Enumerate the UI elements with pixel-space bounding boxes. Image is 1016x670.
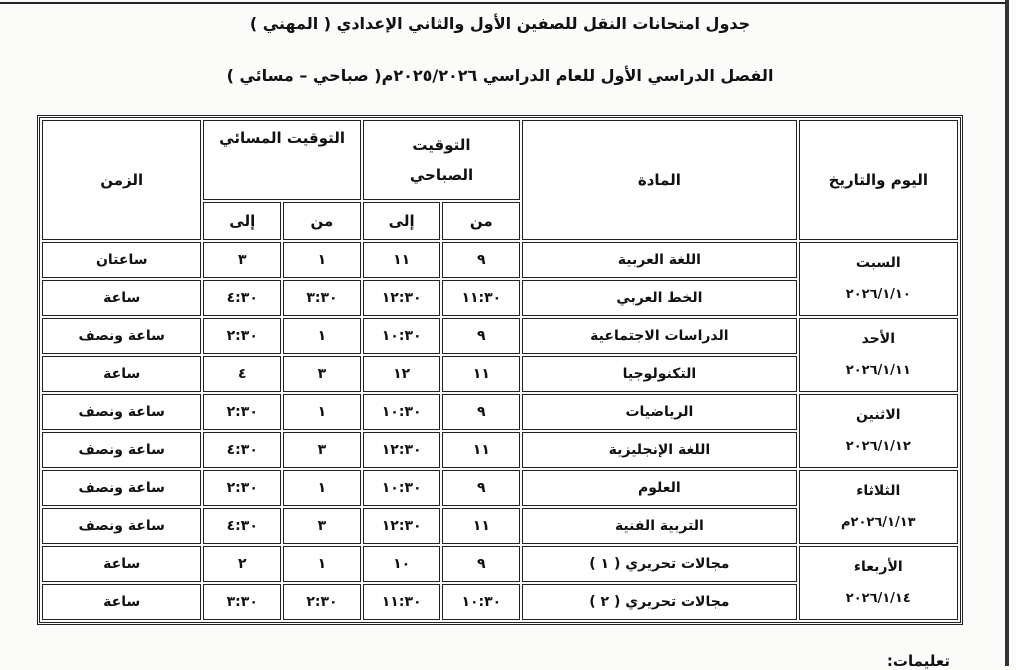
morning-from-cell: ١١ — [442, 508, 520, 544]
duration-cell: ساعتان — [42, 242, 201, 278]
header-duration: الزمن — [42, 120, 201, 240]
header-evening-to: إلى — [203, 202, 281, 240]
exam-schedule-table — [37, 115, 963, 625]
evening-from-cell: ٣ — [283, 432, 361, 468]
subject-cell: اللغة العربية — [522, 242, 796, 278]
day-cell — [799, 242, 958, 316]
duration-cell: ساعة ونصف — [42, 508, 201, 544]
subject-cell: الدراسات الاجتماعية — [522, 318, 796, 354]
morning-from-cell: ٩ — [442, 242, 520, 278]
subject-cell: الرياضيات — [522, 394, 796, 430]
day-date: ٢٠٢٦/١/١٠ — [845, 287, 911, 302]
day-cell — [799, 318, 958, 392]
duration-cell: ساعة — [42, 356, 201, 392]
morning-from-cell: ١٠:٣٠ — [442, 584, 520, 620]
header-evening-from: من — [283, 202, 361, 240]
day-cell — [799, 470, 958, 544]
duration-cell: ساعة ونصف — [42, 394, 201, 430]
subject-cell: مجالات تحريري ( ١ ) — [522, 546, 796, 582]
duration-cell: ساعة ونصف — [42, 470, 201, 506]
header-morning-to: إلى — [363, 202, 441, 240]
morning-from-cell: ١١:٣٠ — [442, 280, 520, 316]
duration-cell: ساعة ونصف — [42, 432, 201, 468]
day-name: السبت — [855, 255, 901, 271]
document-subtitle: الفصل الدراسي الأول للعام الدراسي ٢٠٢٥/٢٠٢٦م( صباحي – مسائي ) — [226, 66, 774, 85]
evening-from-cell: ١ — [283, 242, 361, 278]
morning-from-cell: ١١ — [442, 432, 520, 468]
subject-cell: مجالات تحريري ( ٢ ) — [522, 584, 796, 620]
table-row — [42, 394, 958, 430]
day-name: الأربعاء — [853, 559, 903, 575]
evening-from-cell: ٣:٣٠ — [283, 280, 361, 316]
subject-cell: الخط العربي — [522, 280, 796, 316]
morning-to-cell: ١١ — [363, 242, 441, 278]
subject-cell: العلوم — [522, 470, 796, 506]
evening-from-cell: ١ — [283, 318, 361, 354]
morning-to-cell: ١٢:٣٠ — [363, 508, 441, 544]
morning-to-cell: ١٢:٣٠ — [363, 280, 441, 316]
day-date: ٢٠٢٦/١/١٣م — [841, 515, 916, 530]
morning-from-cell: ٩ — [442, 318, 520, 354]
duration-cell: ساعة ونصف — [42, 318, 201, 354]
table-row — [42, 318, 958, 354]
evening-to-cell: ٢ — [203, 546, 281, 582]
morning-to-cell: ١٢ — [363, 356, 441, 392]
evening-from-cell: ١ — [283, 470, 361, 506]
morning-to-cell: ١٠:٣٠ — [363, 470, 441, 506]
table-row — [42, 470, 958, 506]
duration-cell: ساعة — [42, 280, 201, 316]
day-cell — [799, 546, 958, 620]
header-subject: المادة — [522, 120, 796, 240]
evening-to-cell: ٤:٣٠ — [203, 432, 281, 468]
evening-to-cell: ٤ — [203, 356, 281, 392]
evening-to-cell: ٣ — [203, 242, 281, 278]
page-right-border — [1005, 0, 1009, 666]
morning-to-cell: ١٠:٣٠ — [363, 318, 441, 354]
header-morning-from: من — [442, 202, 520, 240]
morning-to-cell: ١١:٣٠ — [363, 584, 441, 620]
morning-to-cell: ١٠ — [363, 546, 441, 582]
evening-to-cell: ٤:٣٠ — [203, 508, 281, 544]
morning-from-cell: ١١ — [442, 356, 520, 392]
evening-from-cell: ٣ — [283, 356, 361, 392]
page-top-border — [0, 2, 1008, 4]
document-title: جدول امتحانات النقل للصفين الأول والثاني الإعدادي ( المهني ) — [249, 14, 751, 33]
day-date: ٢٠٢٦/١/١٢ — [845, 439, 911, 454]
evening-to-cell: ٣:٣٠ — [203, 584, 281, 620]
table-row — [42, 546, 958, 582]
day-cell — [799, 394, 958, 468]
day-name: الثلاثاء — [856, 483, 901, 499]
header-evening-timing: التوقيت المسائي — [203, 120, 360, 200]
duration-cell: ساعة — [42, 584, 201, 620]
evening-to-cell: ٢:٣٠ — [203, 318, 281, 354]
morning-from-cell: ٩ — [442, 470, 520, 506]
day-name: الاثنين — [856, 407, 901, 423]
instructions-heading: تعليمات: — [886, 652, 950, 670]
morning-from-cell: ٩ — [442, 546, 520, 582]
day-name: الأحد — [861, 331, 895, 347]
evening-from-cell: ٢:٣٠ — [283, 584, 361, 620]
evening-to-cell: ٢:٣٠ — [203, 394, 281, 430]
evening-to-cell: ٢:٣٠ — [203, 470, 281, 506]
morning-to-cell: ١٠:٣٠ — [363, 394, 441, 430]
subject-cell: التربية الفنية — [522, 508, 796, 544]
day-date: ٢٠٢٦/١/١٤ — [845, 591, 911, 606]
table-row — [42, 242, 958, 278]
duration-cell: ساعة — [42, 546, 201, 582]
evening-from-cell: ١ — [283, 546, 361, 582]
header-morning-timing: التوقيت الصباحي — [363, 120, 520, 200]
evening-from-cell: ١ — [283, 394, 361, 430]
morning-to-cell: ١٢:٣٠ — [363, 432, 441, 468]
evening-to-cell: ٤:٣٠ — [203, 280, 281, 316]
header-row — [42, 120, 958, 200]
day-date: ٢٠٢٦/١/١١ — [845, 363, 911, 378]
header-day-date: اليوم والتاريخ — [799, 120, 958, 240]
evening-from-cell: ٣ — [283, 508, 361, 544]
subject-cell: اللغة الإنجليزية — [522, 432, 796, 468]
subject-cell: التكنولوجيا — [522, 356, 796, 392]
morning-from-cell: ٩ — [442, 394, 520, 430]
